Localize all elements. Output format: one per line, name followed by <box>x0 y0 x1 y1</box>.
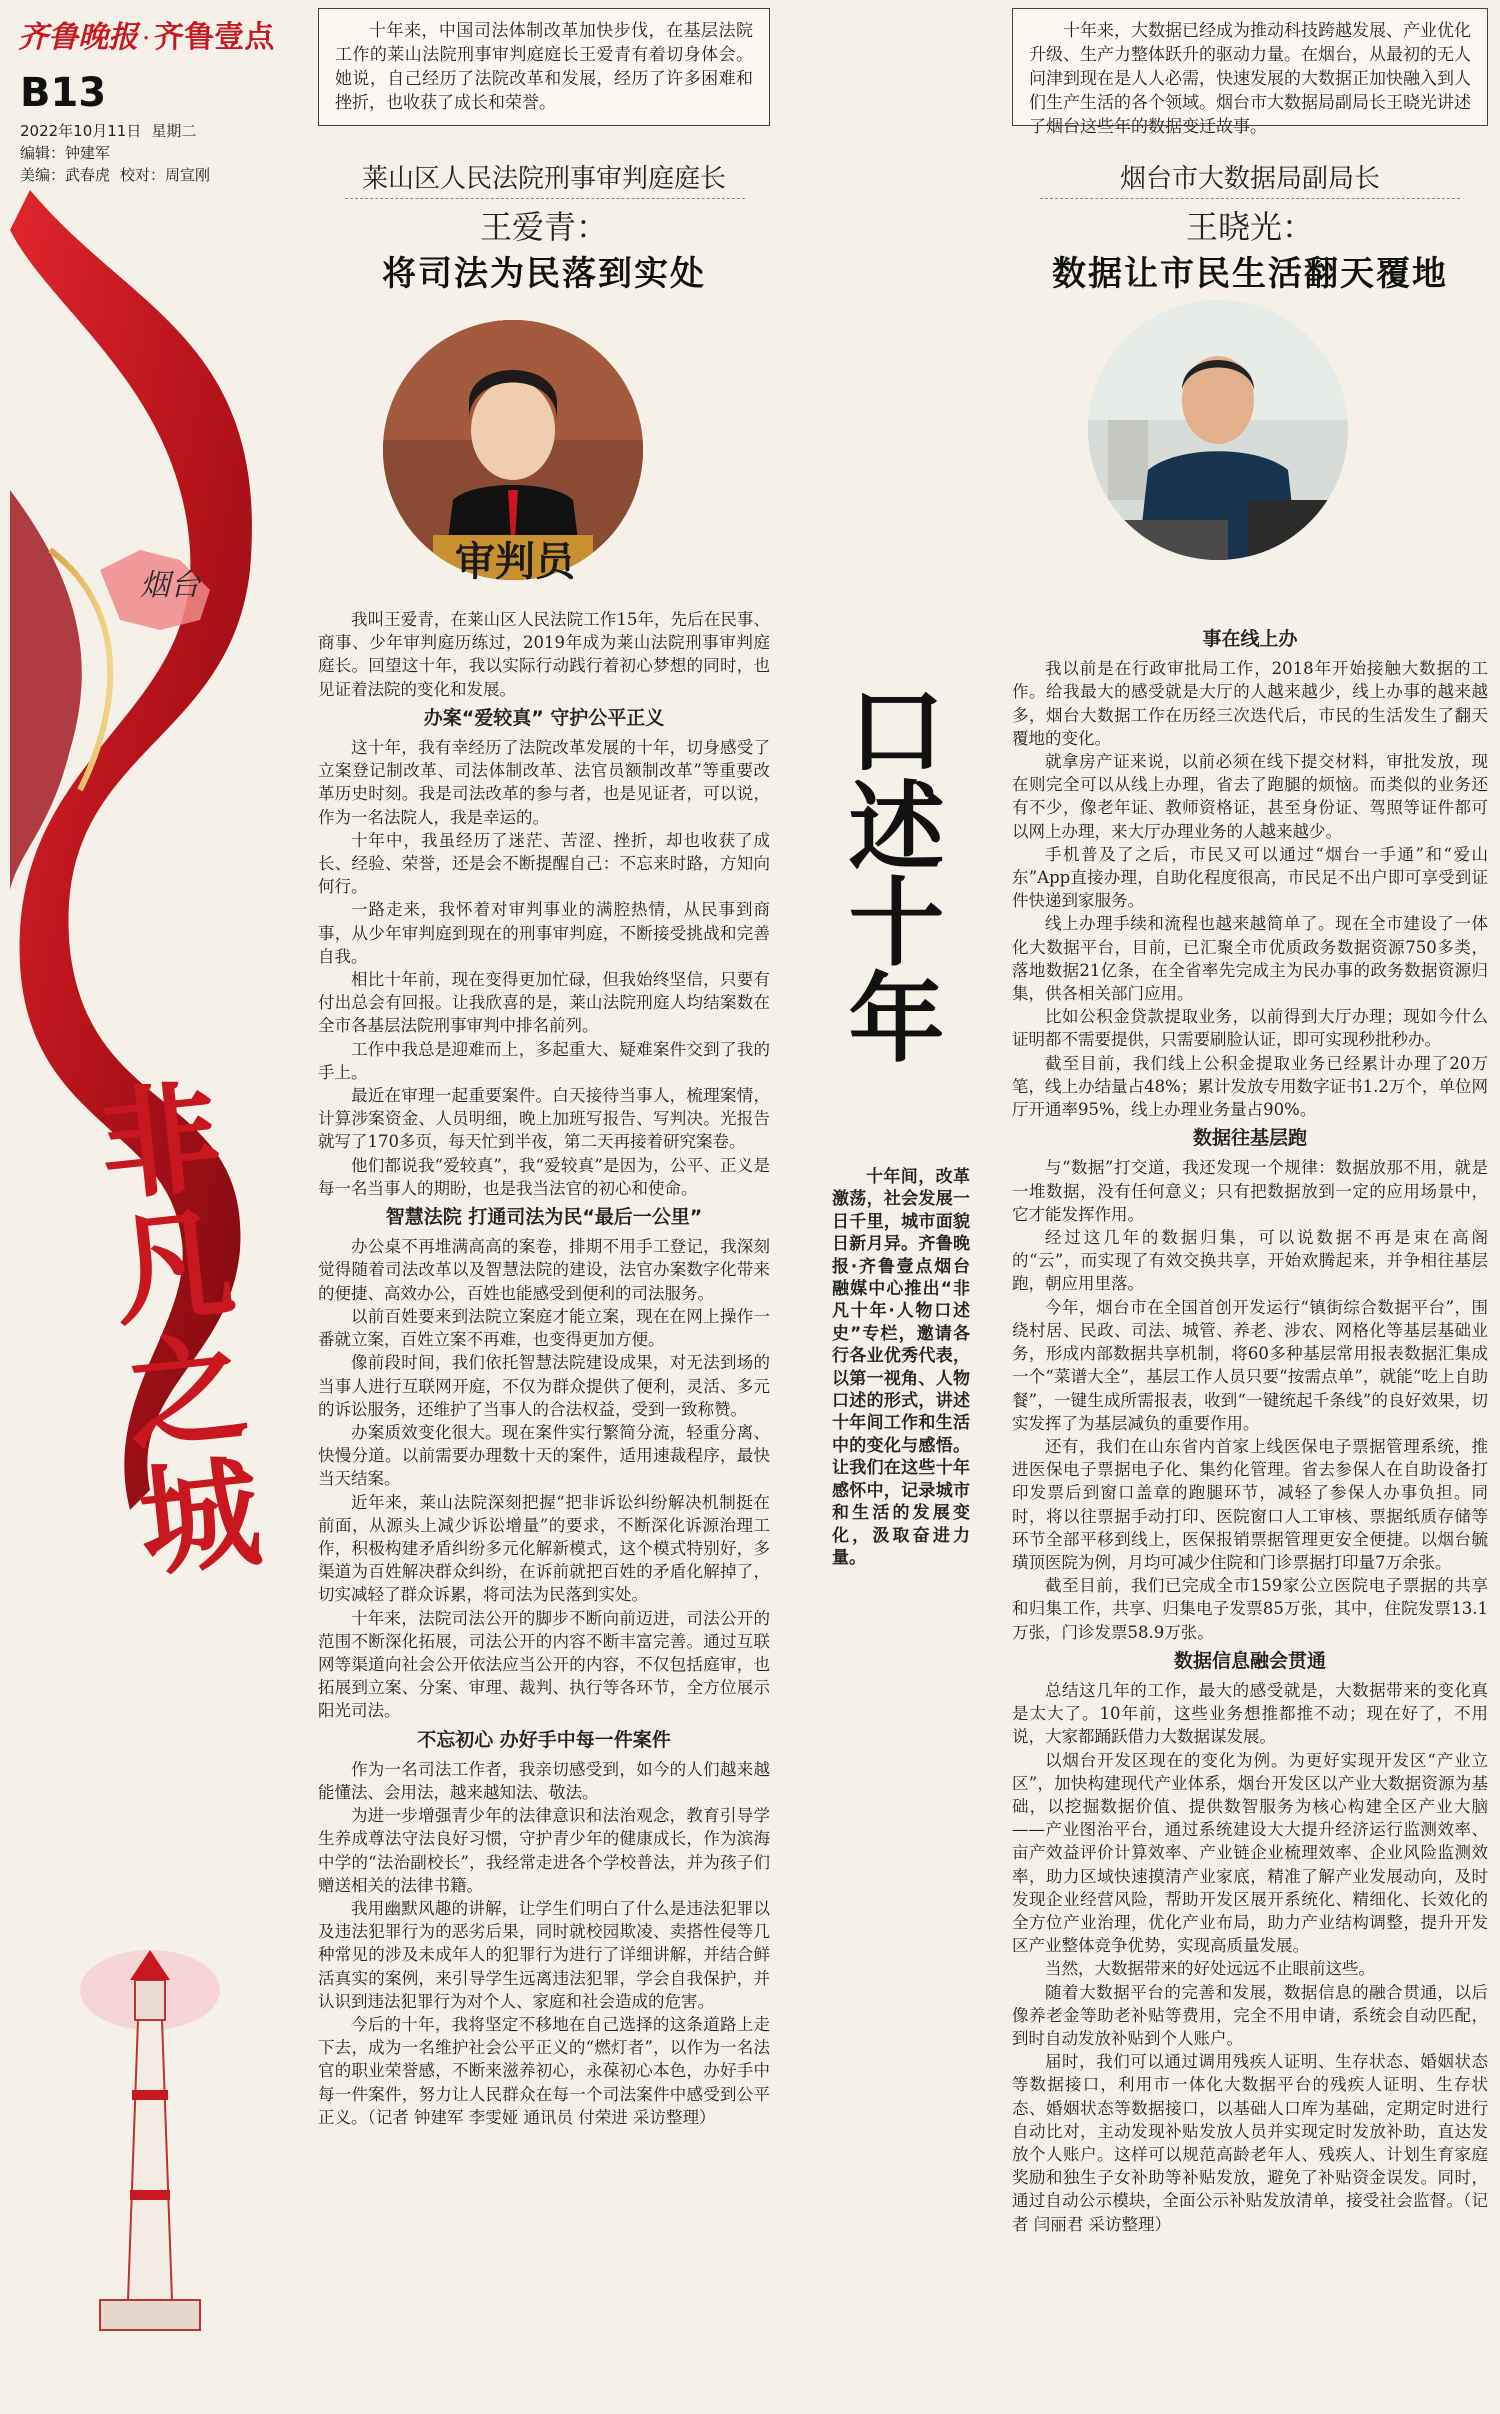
left-kicker: 莱山区人民法院刑事审判庭庭长 <box>361 164 726 194</box>
designer-credit: 美编：武春虎 <box>20 166 111 184</box>
right-section-heading: 事在线上办 <box>1202 628 1298 650</box>
paragraph: 像前段时间，我们依托智慧法院建设成果，对无法到场的当事人进行互联网开庭，不仅为群众提供了便利，灵活、多元的诉讼服务，还维护了当事人的合法权益，受到一致称赞。 <box>318 1353 770 1419</box>
left-person-name: 王爱青： <box>479 208 608 246</box>
paragraph: 一路走来，我怀着对审判事业的满腔热情，从民事到商事，从少年审判庭到现在的刑事审判庭，不断接受挑战和完善自我。 <box>318 900 770 966</box>
paragraph: 相比十年前，现在变得更加忙碌，但我始终坚信，只要有付出总会有回报。让我欣喜的是，莱山法院刑庭人均结案数在全市各基层法院刑事审判中排名前列。 <box>318 970 770 1036</box>
paragraph: 办公桌不再堆满高高的案卷，排期不用手工登记，我深刻觉得随着司法改革以及智慧法院的建设，法官办案数字化带来的便捷、高效办公，百姓也能感受到便利的司法服务。 <box>318 1237 770 1303</box>
paragraph: 随着大数据平台的完善和发展，数据信息的融合贯通，以后像养老金等助老补贴等费用，完全不用申请，系统会自动匹配，到时自动发放补贴到个人账户。 <box>1012 1982 1488 2048</box>
paragraph: 与“数据”打交道，我还发现一个规律：数据放那不用，就是一堆数据，没有任何意义；只有把数据放到一定的应用场景中，它才能发挥作用。 <box>1012 1158 1488 1224</box>
paragraph: 总结这几年的工作，最大的感受就是，大数据带来的变化真是太大了。10年前，这些业务想推都推不动；现在好了，不用说，大家都踊跃借力大数据谋发展。 <box>1012 1680 1488 1747</box>
section-title: 非凡之城 <box>73 1071 267 1588</box>
paragraph: 线上办理手续和流程也越来越简单了。现在全市建设了一体化大数据平台，目前，已汇聚全市优质政务数据资源750多类，落地数据21亿条，在全省率先完成主为民办事的政务数据资源归集，供各相关部门应用。 <box>1012 914 1488 1004</box>
paragraph: 这十年，我有幸经历了法院改革发展的十年，切身感受了立案登记制改革、司法体制改革、法官员额制改革”等重要改革历史时刻。我是司法改革的参与者，也是见证者，可以说，作为一名法院人，我是幸运的。 <box>318 738 770 827</box>
left-article-body <box>318 608 770 2129</box>
page-weekday: 星期二 <box>151 122 197 140</box>
left-headline: 将司法为民落到实处 <box>382 254 706 294</box>
editor-credit: 编辑：钟建军 <box>20 144 111 162</box>
paragraph: 办案质效变化很大。现在案件实行繁简分流，轻重分离、快慢分道。以前需要办理数十天的案件，适用速裁程序，最快当天结案。 <box>318 1422 770 1489</box>
paragraph: 最近在审理一起重要案件。白天接待当事人，梳理案情，计算涉案资金、人员明细，晚上加班写报告、写判决。光报告就写了170多页，每天忙到半夜，第二天再接着研究案卷。 <box>318 1086 770 1152</box>
paragraph: 今年，烟台市在全国首创开发运行“镇街综合数据平台”，围绕村居、民政、司法、城管、养老、涉农、网格化等基层基础业务，形成内部数据共享机制，将60多种基层常用报表数据汇集成一个“菜谱大全”，基层工作人员只要“按需点单”，就能“吃上自助餐”，一键生成所需报表，收到“一键统起千条线”的良好效果，切实发挥了为基层减负的重要作用。 <box>1012 1297 1488 1433</box>
app-logo: 齐鲁壹点 <box>154 20 275 55</box>
feature-title: 口述十年 <box>833 680 946 1064</box>
paragraph: 我用幽默风趣的讲解，让学生们明白了什么是违法犯罪以及违法犯罪行为的恶劣后果，同时就校园欺凌、卖搭性侵等几种常见的涉及未成年人的犯罪行为进行了详细讲解，并结合鲜活真实的案例，来引导学生远离违法犯罪，学会自我保护，并认识到违法犯罪行为对个人、家庭和社会造成的危害。 <box>318 1898 770 2011</box>
right-article-body <box>1012 622 1488 2236</box>
paragraph: 十年来，法院司法公开的脚步不断向前迈进，司法公开的范围不断深化拓展，司法公开的内容不断丰富完善。通过互联网等渠道向社会公开依法应当公开的内容，不仅包括庭审，也拓展到立案、分案、审理、裁判、执行等各环节，全方位展示阳光司法。 <box>318 1608 770 1721</box>
column-introduction: 十年间，改革激荡，社会发展一日千里，城市面貌日新月异。齐鲁晚报·齐鲁壹点烟台融媒中心推出“非凡十年·人物口述史”专栏，邀请各行各业优秀代表，以第一视角、人物口述的形式，讲述十年间工作和生活中的变化与感悟。让我们在这些十年感怀中，记录城市和生活的发展变化，汲取奋进力量。 <box>832 1167 970 1568</box>
paragraph: 手机普及了之后，市民又可以通过“烟台一手通”和“爱山东”App直接办理，自助化程度很高，市民足不出户即可享受到证件快递到家服务。 <box>1012 844 1488 911</box>
paragraph: 经过这几年的数据归集，可以说数据不再是束在高阁的“云”，而实现了有效交换共享，开始欢腾起来，并争相往基层跑，朝应用里落。 <box>1012 1228 1488 1294</box>
right-section-heading: 数据信息融会贯通 <box>1173 1649 1326 1672</box>
right-headline: 数据让市民生活翻天覆地 <box>1052 254 1448 294</box>
left-divider <box>345 198 745 199</box>
paragraph: 截至目前，我们线上公积金提取业务已经累计办理了20万笔，线上办结量占48%；累计发放专用数字证书1.2万个，单位网厅开通率95%，线上办理业务量占90%。 <box>1012 1053 1488 1120</box>
right-intro-box: 十年来，大数据已经成为推动科技跨越发展、产业优化升级、生产力整体跃升的驱动力量。在烟台，从最初的无人问津到现在是人人必需，快速发展的大数据正加快融入到人们生产生活的各个领域。烟台市大数据局副局长王晓光讲述了烟台这些年的数据变迁故事。 <box>1012 8 1488 126</box>
page-number: B13 <box>20 70 107 116</box>
paragraph: 比如公积金贷款提取业务，以前得到大厅办理；现如今什么证明都不需要提供，只需要刷脸认证，即可实现秒批秒办。 <box>1012 1007 1488 1050</box>
paragraph: 当然，大数据带来的好处远远不止眼前这些。 <box>1045 1959 1375 1979</box>
paragraph: 作为一名司法工作者，我亲切感受到，如今的人们越来越能懂法、会用法，越来越知法、敬法。 <box>318 1759 770 1802</box>
paragraph: 近年来，莱山法院深刻把握“把非诉讼纠纷解决机制挺在前面，从源头上减少诉讼增量”的要求，不断深化诉源治理工作，积极构建矛盾纠纷多元化解新模式，这个模式特别好，多渠道为百姓解决群众纠纷，在诉前就把百姓的矛盾化解掉了，切实减轻了群众诉累，将司法为民落到实处。 <box>318 1492 770 1605</box>
proof-credit: 校对：周宣刚 <box>120 166 211 184</box>
left-lead-paragraph: 我叫王爱青，在莱山区人民法院工作15年，先后在民事、商事、少年审判庭历练过，2019年成为莱山法院刑事审判庭庭长。回望这十年，我以实际行动践行着初心梦想的同时，也见证着法院的变化和发展。 <box>318 610 770 699</box>
photo-nameplate: 审判员 <box>455 538 575 585</box>
right-divider <box>1040 198 1460 199</box>
masthead <box>18 12 318 72</box>
logo-separator: · <box>142 24 151 54</box>
page-meta <box>20 120 220 186</box>
left-section-heading: 智慧法院 打通司法为民“最后一公里” <box>385 1206 703 1229</box>
paragraph: 为进一步增强青少年的法律意识和法治观念，教育引导学生养成尊法守法良好习惯，守护青少年的健康成长，作为滨海中学的“法治副校长”，我经常走进各个学校普法，并为孩子们赠送相关的法律书籍。 <box>318 1806 770 1895</box>
left-section-heading: 办案“爱较真” 守护公平正义 <box>423 706 665 729</box>
paragraph: 以前百姓要来到法院立案庭才能立案，现在在网上操作一番就立案，百姓立案不再难，也变得更加方便。 <box>318 1306 770 1350</box>
left-section-heading: 不忘初心 办好手中每一件案件 <box>417 1728 671 1751</box>
city-tag: 烟台 <box>140 568 200 603</box>
paragraph: 十年中，我虽经历了迷茫、苦涩、挫折，却也收获了成长、经验、荣誉，还是会不断提醒自己：不忘来时路，方知向何行。 <box>318 830 770 897</box>
paragraph: 还有，我们在山东省内首家上线医保电子票据管理系统，推进医保电子票据电子化、集约化管理。省去参保人在自助设备打印发票后到窗口盖章的跑腿环节，减轻了参保人办事负担。同时，将以往票据手动打印、医院窗口人工审核、票据纸质存储等环节全部平移到线上，医保报销票据管理更安全便捷。以烟台毓璜顶医院为例，月均可减少住院和门诊票据打印量7万余张。 <box>1012 1436 1488 1572</box>
paragraph: 工作中我总是迎难而上，多起重大、疑难案件交到了我的手上。 <box>318 1039 770 1082</box>
paragraph: 我以前是在行政审批局工作，2018年开始接触大数据的工作。给我最大的感受就是大厅的人越来越少，线上办事的越来越多，烟台大数据工作在历经三次迭代后，市民的生活发生了翻天覆地的变化。 <box>1012 659 1488 748</box>
lighthouse-illustration <box>80 1950 220 2330</box>
paper-logo: 齐鲁晚报 <box>18 20 138 55</box>
page-date: 2022年10月11日 <box>20 122 142 140</box>
paragraph: 以烟台开发区现在的变化为例。为更好实现开发区“产业立区”，加快构建现代产业体系，烟台开发区以产业大数据资源为基础，以挖掘数据价值、提供数智服务为核心构建全区产业大脑——产业图治平台，通过系统建设大大提升经济运行监测效率、亩产效益评价计算效率、产业链企业梳理效率、企业风险监测效率，助力区域快速摸清产业家底，精准了解产业发展动向，及时发现企业经营风险，帮助开发区展开系统化、精细化、长效化的全方位产业治理，优化产业布局，助力产业结构调整，提升开发区产业整体竞争优势，实现高质量发展。 <box>1012 1750 1488 1956</box>
paragraph: 届时，我们可以通过调用残疾人证明、生存状态、婚姻状态等数据接口，利用市一体化大数据平台的残疾人证明、生存状态、婚姻状态等数据接口，以基础人口库为基础，定期定时进行自动比对，主动发现补贴发放人员并实现定时发放补助，直达发放个人账户。这样可以规范高龄老年人、残疾人、计划生育家庭奖励和独生子女补助等补贴发放，避免了补贴资金误发。同时，通过自动公示模块，全面公示补贴发放清单，接受社会监督。（记者 闫丽君 采访整理） <box>1012 2052 1488 2234</box>
left-intro-box: 十年来，中国司法体制改革加快步伐，在基层法院工作的莱山法院刑事审判庭庭长王爱青有着切身体会。她说，自己经历了法院改革和发展，经历了许多困难和挫折，也收获了成长和荣誉。 <box>318 8 770 126</box>
right-kicker: 烟台市大数据局副局长 <box>1119 164 1380 194</box>
paragraph: 今后的十年，我将坚定不移地在自己选择的这条道路上走下去，成为一名维护社会公平正义的“燃灯者”，以作为一名法官的职业荣誉感，不断来滋养初心，永葆初心本色，办好手中每一件案件，努力让人民群众在每一个司法案件中感受到公平正义。（记者 钟建军 李雯娅 通讯员 付荣进 采访整理） <box>318 2014 770 2127</box>
right-section-heading: 数据往基层跑 <box>1192 1127 1307 1150</box>
paragraph: 他们都说我“爱较真”，我“爱较真”是因为，公平、正义是每一名当事人的期盼，也是我当法官的初心和使命。 <box>318 1155 770 1198</box>
right-person-name: 王晓光： <box>1185 208 1314 246</box>
paragraph: 截至目前，我们已完成全市159家公立医院电子票据的共享和归集工作，共享、归集电子发票85万张，其中，住院发票13.1万张，门诊发票58.9万张。 <box>1012 1576 1488 1642</box>
paragraph: 就拿房产证来说，以前必须在线下提交材料，审批发放，现在则完全可以从线上办理，省去了跑腿的烦恼。而类似的业务还有不少，像老年证、教师资格证，甚至身份证、驾照等证件都可以网上办理，来大厅办理业务的人越来越少。 <box>1012 752 1488 841</box>
official-portrait <box>1088 300 1348 560</box>
